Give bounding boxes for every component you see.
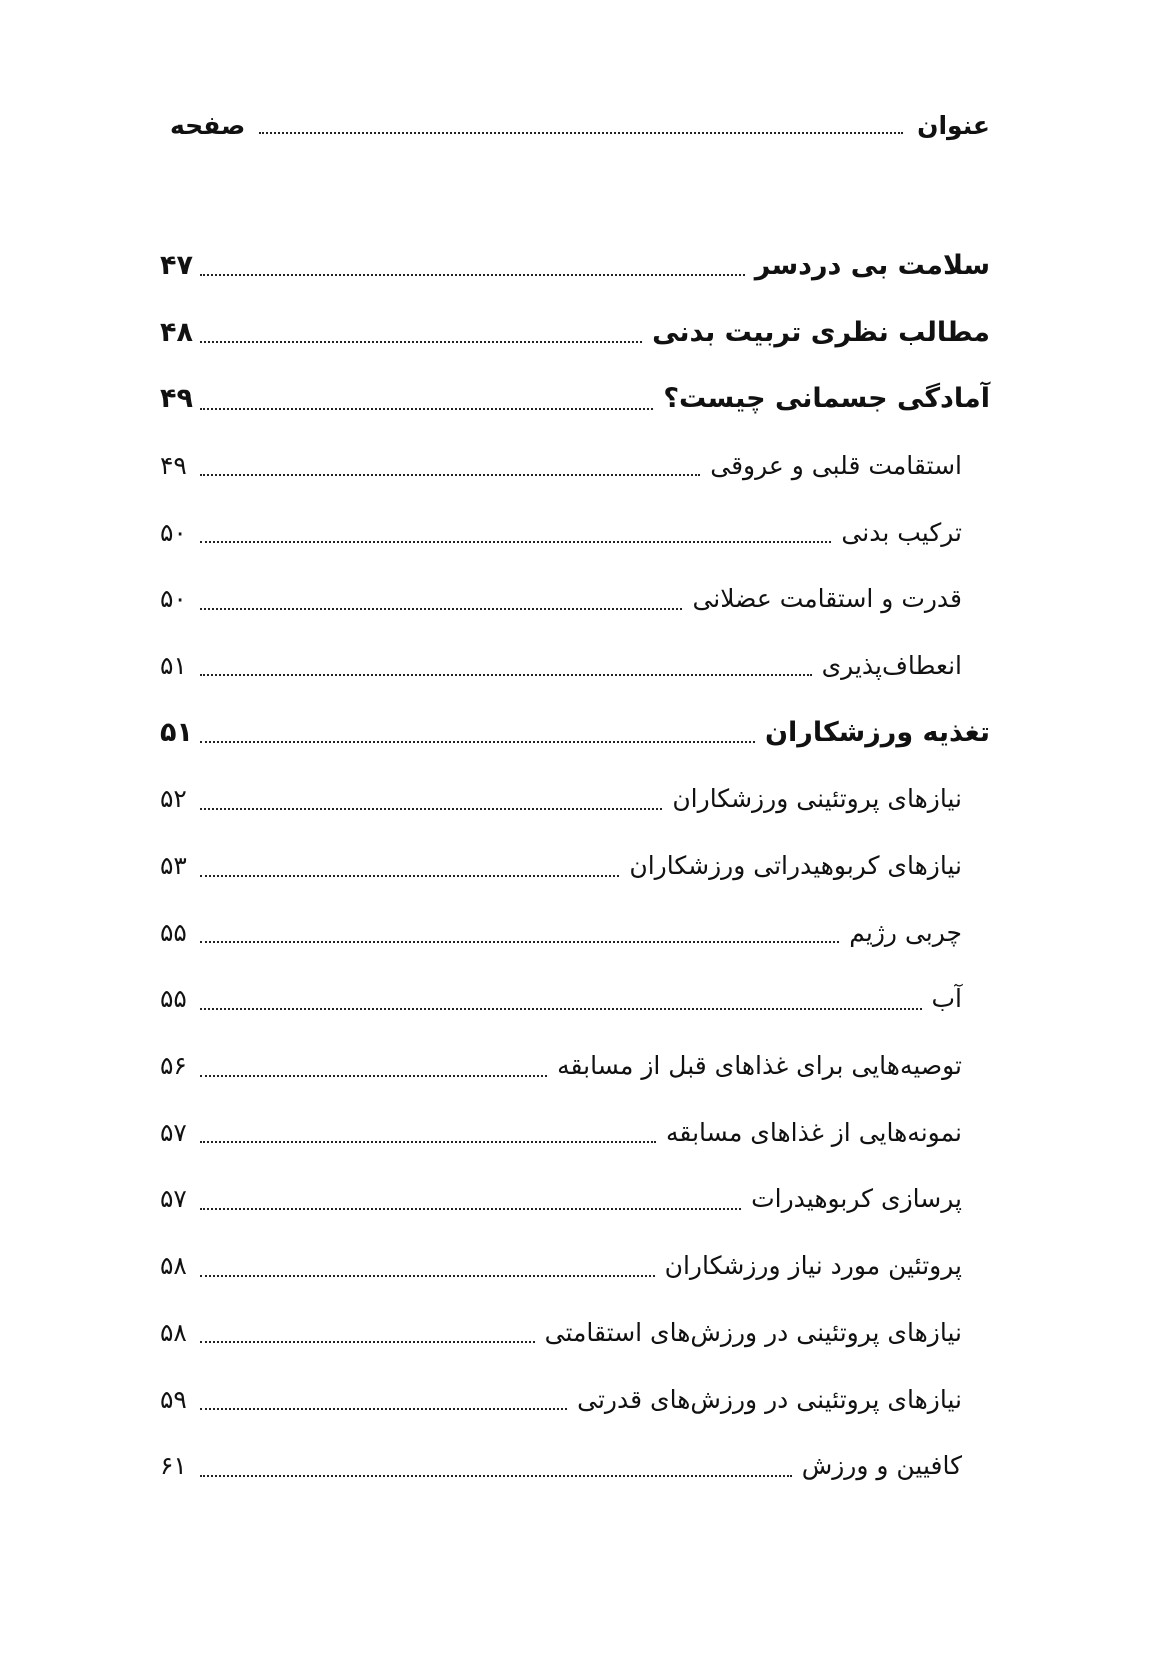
toc-entry-title: انعطاف‌پذیری xyxy=(821,650,962,680)
toc-entry-page-number: ۵۷ xyxy=(160,1117,187,1147)
toc-entry-page-number: ۵۱ xyxy=(160,650,187,680)
toc-entry xyxy=(160,966,990,1033)
toc-entry xyxy=(160,632,990,699)
toc-entry-title: مطالب نظری تربیت بدنی xyxy=(652,316,990,348)
dot-leader xyxy=(200,541,831,543)
dot-leader xyxy=(200,1341,535,1343)
header-title-label: عنوان xyxy=(917,110,990,140)
toc-entry-title: توصیه‌هایی برای غذاهای قبل از مسابقه xyxy=(557,1051,962,1081)
toc-header xyxy=(170,100,990,150)
toc-entry-title: آمادگی جسمانی چیست؟ xyxy=(663,383,990,415)
toc-entry-page-number: ۴۹ xyxy=(160,450,187,480)
toc-entry-page-number: ۵۵ xyxy=(160,917,187,947)
toc-entry xyxy=(160,565,990,632)
toc-entry-page-number: ۵۵ xyxy=(160,984,187,1014)
toc-entry xyxy=(160,832,990,899)
table-of-contents xyxy=(160,232,990,1499)
header-page-label: صفحه xyxy=(170,110,246,140)
toc-entry-title: آب xyxy=(931,984,962,1014)
toc-entry-title: قدرت و استقامت عضلانی xyxy=(692,584,962,614)
toc-entry xyxy=(160,1366,990,1433)
toc-entry-page-number: ۵۰ xyxy=(160,584,187,614)
toc-entry-title: نیازهای کربوهیدراتی ورزشکاران xyxy=(629,851,962,881)
dot-leader xyxy=(200,875,619,877)
toc-entry xyxy=(160,1166,990,1233)
toc-entry-title: تغذیه ورزشکاران xyxy=(765,716,990,748)
dot-leader xyxy=(200,1208,741,1210)
dot-leader xyxy=(200,1275,655,1277)
dot-leader xyxy=(200,1008,922,1010)
toc-entry-page-number: ۵۷ xyxy=(160,1184,187,1214)
toc-entry-page-number: ۴۷ xyxy=(160,249,193,281)
toc-entry xyxy=(160,1232,990,1299)
toc-entry-title: پروتئین مورد نیاز ورزشکاران xyxy=(664,1251,962,1281)
toc-entry-page-number: ۵۸ xyxy=(160,1251,187,1281)
dot-leader xyxy=(200,741,755,743)
dot-leader xyxy=(200,608,682,610)
toc-entry xyxy=(160,299,990,366)
toc-entry xyxy=(160,232,990,299)
toc-entry xyxy=(160,1099,990,1166)
dot-leader xyxy=(200,808,662,810)
toc-entry-title: کافیین و ورزش xyxy=(801,1451,962,1481)
toc-entry xyxy=(160,365,990,432)
toc-entry-page-number: ۵۳ xyxy=(160,851,187,881)
toc-entry-title: نمونه‌هایی از غذاهای مسابقه xyxy=(666,1117,962,1147)
toc-entry-page-number: ۵۶ xyxy=(160,1051,187,1081)
dot-leader xyxy=(200,941,839,943)
toc-entry-page-number: ۵۹ xyxy=(160,1384,187,1414)
toc-entry-title: نیازهای پروتئینی ورزشکاران xyxy=(672,784,962,814)
toc-entry-title: ترکیب بدنی xyxy=(841,517,962,547)
toc-entry xyxy=(160,432,990,499)
toc-entry-title: سلامت بی دردسر xyxy=(754,249,990,281)
toc-entry-page-number: ۶۱ xyxy=(160,1451,187,1481)
dot-leader xyxy=(200,1475,792,1477)
toc-entry xyxy=(160,699,990,766)
toc-entry xyxy=(160,1299,990,1366)
toc-entry-title: نیازهای پروتئینی در ورزش‌های قدرتی xyxy=(577,1384,962,1414)
dot-leader xyxy=(200,341,642,343)
toc-entry xyxy=(160,899,990,966)
toc-entry-page-number: ۵۱ xyxy=(160,716,193,748)
toc-entry-page-number: ۵۲ xyxy=(160,784,187,814)
toc-entry-title: استقامت قلبی و عروقی xyxy=(710,450,962,480)
dot-leader xyxy=(200,474,700,476)
dot-leader xyxy=(200,674,812,676)
toc-entry-page-number: ۵۰ xyxy=(160,517,187,547)
toc-entry xyxy=(160,1432,990,1499)
dot-leader xyxy=(200,408,653,410)
toc-entry-page-number: ۴۸ xyxy=(160,316,193,348)
dot-leader xyxy=(200,1141,656,1143)
dot-leader xyxy=(200,274,745,276)
toc-entry xyxy=(160,766,990,833)
dot-leader xyxy=(200,1075,547,1077)
toc-entry xyxy=(160,1032,990,1099)
dot-leader xyxy=(200,1408,567,1410)
toc-entry-title: نیازهای پروتئینی در ورزش‌های استقامتی xyxy=(544,1317,962,1347)
toc-entry-page-number: ۵۸ xyxy=(160,1317,187,1347)
header-dot-leader xyxy=(259,132,903,134)
toc-entry-title: پرسازی کربوهیدرات xyxy=(751,1184,962,1214)
toc-entry xyxy=(160,499,990,566)
toc-entry-title: چربی رژیم xyxy=(849,917,962,947)
toc-entry-page-number: ۴۹ xyxy=(160,383,193,415)
